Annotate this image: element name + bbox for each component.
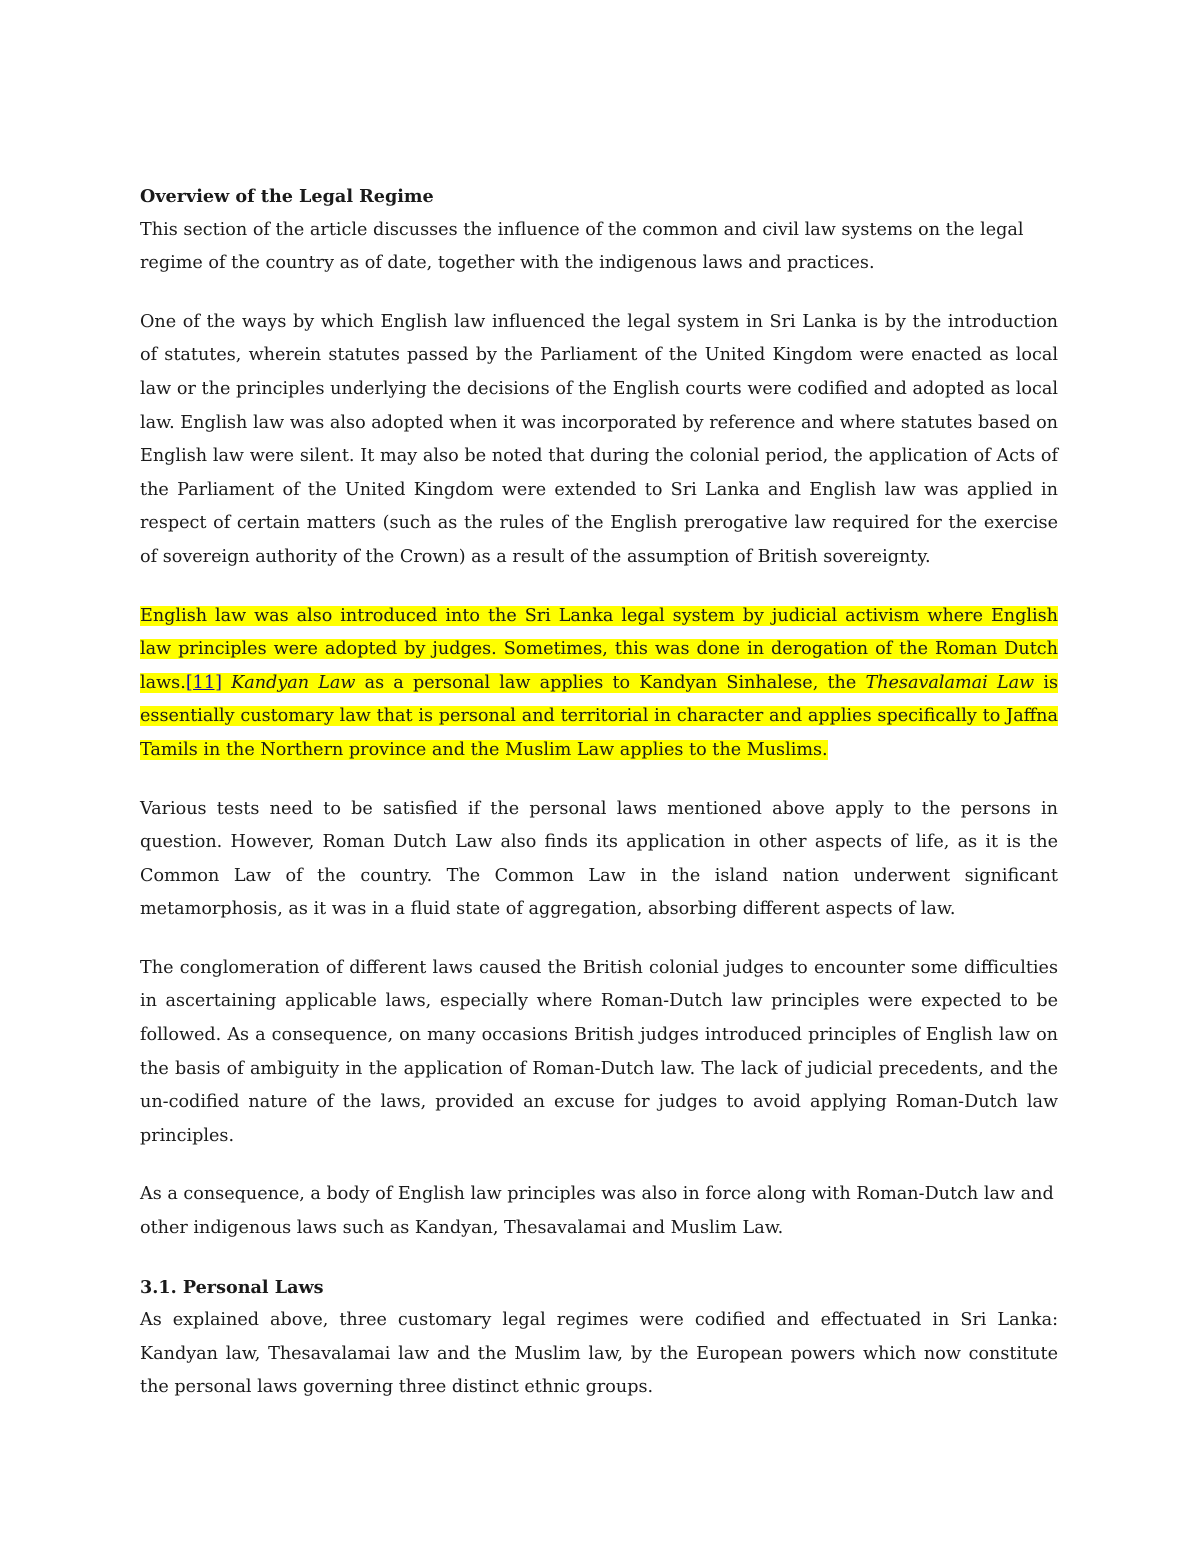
highlighted-text (140, 606, 1058, 760)
highlight-part-3: is essentially customary law that is personal and territorial in character and applies specifically to Jaffna Tamils in the Northern province and the Muslim Law applies to the Muslims. (140, 672, 1058, 760)
paragraph-highlighted (140, 600, 1058, 768)
highlight-part-1: English law was also introduced into the Sri Lanka legal system by judicial activism where English law principles were adopted by judges. Sometimes, this was done in derogation of the Roman Dutch laws. (140, 605, 1058, 693)
italic-thesavalamai-law: Thesavalamai Law (865, 672, 1035, 693)
paragraph-conglomeration: The conglomeration of different laws caused the British colonial judges to encounter some difficulties in ascertaining applicable laws, especially where Roman-Dutch law principles were expected to be followed. As a consequence, on many occasions British judges introduced principles of English law on the basis of ambiguity in the application of Roman-Dutch law. The lack of judicial precedents, and the un-codified nature of the laws, provided an excuse for judges to avoid applying Roman-Dutch law principles. (140, 957, 1058, 1146)
footnote-link-11[interactable]: [11] (185, 672, 222, 693)
paragraph-personal-laws: As explained above, three customary legal regimes were codified and effectuated in Sri Lanka: Kandyan law, Thesavalamai law and the Muslim law, by the European powers which now constitute the personal laws governing three distinct ethnic groups. (140, 1310, 1058, 1398)
paragraph-statutes: One of the ways by which English law influenced the legal system in Sri Lanka is by the introduction of statutes, wherein statutes passed by the Parliament of the United Kingdom were enacted as local law or the principles underlying the decisions of the English courts were codified and adopted as local law. English law was also adopted when it was incorporated by reference and where statutes based on English law were silent. It may also be noted that during the colonial period, the application of Acts of the Parliament of the United Kingdom were extended to Sri Lanka and English law was applied in respect of certain matters (such as the rules of the English prerogative law required for the exercise of sovereign authority of the Crown) as a result of the assumption of British sovereignty. (140, 311, 1058, 567)
section-heading-overview: Overview of the Legal Regime (140, 186, 434, 207)
italic-kandyan-law: Kandyan Law (231, 672, 356, 693)
intro-paragraph: This section of the article discusses the influence of the common and civil law systems on the legal regime of the country as of date, together with the indigenous laws and practices. (140, 219, 1024, 274)
paragraph-various-tests: Various tests need to be satisfied if the personal laws mentioned above apply to the persons in question. However, Roman Dutch Law also finds its application in other aspects of life, as it is the Common Law of the country. The Common Law in the island nation underwent significant metamorphosis, as it was in a fluid state of aggregation, absorbing different aspects of law. (140, 798, 1058, 920)
section-heading-personal-laws: 3.1. Personal Laws (140, 1276, 324, 1298)
paragraph-consequence: As a consequence, a body of English law principles was also in force along with Roman-Dutch law and other indigenous laws such as Kandyan, Thesavalamai and Muslim Law. (140, 1184, 1054, 1239)
highlight-part-2: as a personal law applies to Kandyan Sinhalese, the (355, 672, 866, 693)
document-page (140, 180, 1058, 1405)
